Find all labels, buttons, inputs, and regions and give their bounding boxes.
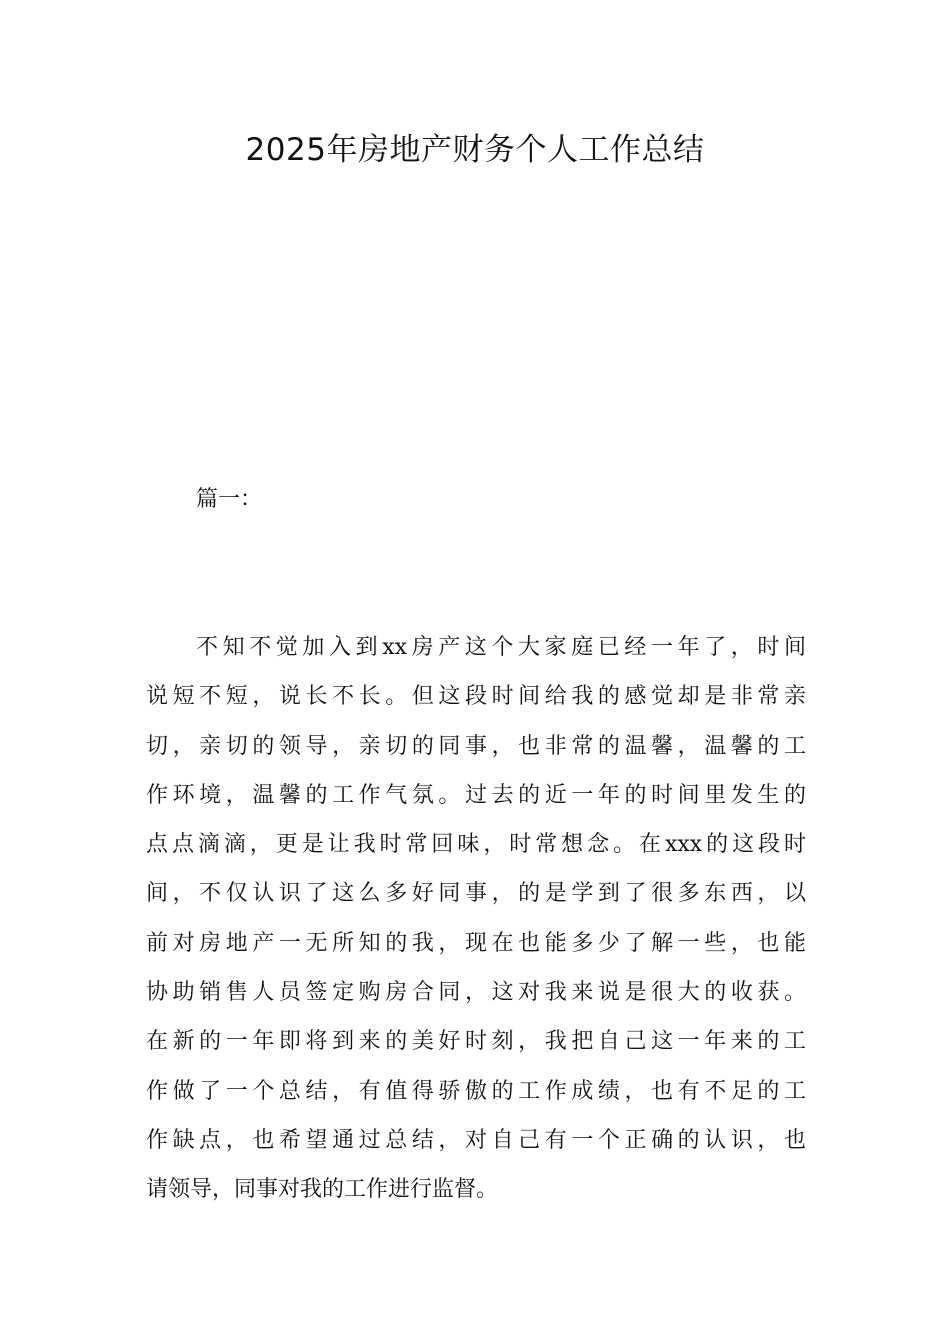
paragraph-line: 切，亲切的领导，亲切的同事，也非常的温馨，温馨的工: [146, 733, 806, 759]
paragraph-line: 作环境，温馨的工作气氛。过去的近一年的时间里发生的: [146, 782, 806, 808]
paragraph-line: 作做了一个总结，有值得骄傲的工作成绩，也有不足的工: [146, 1078, 806, 1104]
paragraph-line: 作缺点，也希望通过总结，对自己有一个正确的认识，也: [146, 1127, 806, 1153]
paragraph-line: 请领导，同事对我的工作进行监督。: [146, 1177, 499, 1203]
paragraph-line: 间，不仅认识了这么多好同事，的是学到了很多东西，以: [146, 881, 806, 907]
paragraph-line: 说短不短，说长不长。但这段时间给我的感觉却是非常亲: [146, 684, 806, 710]
paragraph-line: 点点滴滴，更是让我时常回味，时常想念。在xxx的这段时: [146, 832, 806, 858]
document-title: 2025年房地产财务个人工作总结: [245, 132, 705, 168]
paragraph-line: 不知不觉加入到xx房产这个大家庭已经一年了，时间: [196, 635, 806, 660]
section-heading: 篇一：: [196, 487, 263, 512]
paragraph-line: 协助销售人员签定购房合同，这对我来说是很大的收获。: [146, 980, 806, 1006]
paragraph-line: 前对房地产一无所知的我，现在也能多少了解一些，也能: [146, 930, 806, 956]
body-paragraph: [146, 623, 806, 1215]
paragraph-line: 在新的一年即将到来的美好时刻，我把自己这一年来的工: [146, 1029, 806, 1055]
